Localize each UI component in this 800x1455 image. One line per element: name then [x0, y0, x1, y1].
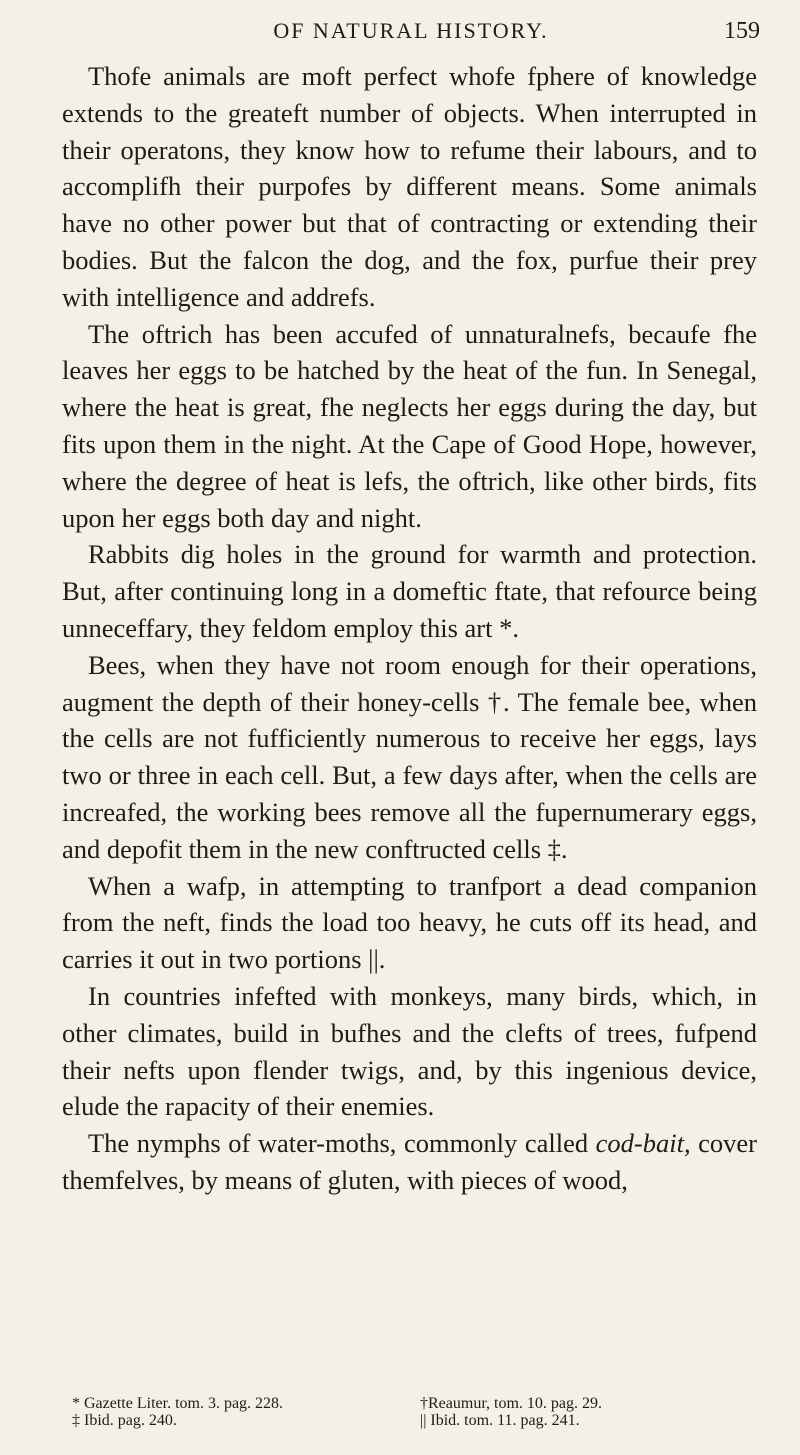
- paragraph-wasp: When a wafp, in attempting to tranfport a dead companion from the neft, finds the load too heavy, he cuts off its head, and carries it out in two portions ||.: [62, 870, 757, 975]
- paragraph-ostrich: The oftrich has been accufed of unnaturalnefs, becaufe fhe leaves her eggs to be hatched by the heat of the fun. In Senegal, where the heat is great, fhe neglects her eggs during the day, but fits upon them in the night. At the Cape of Good Hope, however, where the degree of heat is lefs, the oftrich, like other birds, fits upon her eggs both day and night.: [62, 318, 757, 533]
- page-header: [62, 18, 760, 54]
- paragraph-intelligence: Thofe animals are moft perfect whofe fphere of knowledge extends to the greateft number of objects. When interrupted in their operatons, they know how to refume their labours, and to accomplifh their purpofes by different means. Some animals have no other power but that of contracting or extending their bodies. But the falcon the dog, and the fox, purfue their prey with intelligence and addrefs.: [62, 61, 757, 312]
- paragraph-monkeys: In countries infefted with monkeys, many birds, which, in other climates, build in bufhes and the clefts of trees, fufpend their nefts upon flender twigs, and, by this ingenious device, elude the rapacity of their enemies.: [62, 980, 757, 1122]
- water-moths-text-after: cover themfelves, by means of gluten, with pieces of wood,: [62, 1128, 757, 1195]
- water-moths-italic-term: cod-bait,: [595, 1128, 691, 1159]
- footnote-ibid-241: || Ibid. tom. 11. pag. 241.: [420, 1412, 580, 1429]
- footnote-reaumur: †Reaumur, tom. 10. pag. 29.: [420, 1395, 602, 1412]
- body-text: [62, 58, 757, 1199]
- paragraph-water-moths: [62, 1125, 757, 1199]
- paragraph-rabbits: Rabbits dig holes in the ground for warmth and protection. But, after continuing long in a domeftic ftate, that refource being unneceffary, they feldom employ this art *.: [62, 539, 757, 643]
- water-moths-text-before: The nymphs of water-moths, commonly called: [88, 1128, 596, 1159]
- running-title: OF NATURAL HISTORY.: [273, 18, 549, 43]
- footnote-ibid-240: ‡ Ibid. pag. 240.: [72, 1412, 177, 1429]
- footnote-row: [62, 1412, 757, 1429]
- paragraph-bees: Bees, when they have not room enough for their operations, augment the depth of their honey-cells †. The female bee, when the cells are not fufficiently numerous to receive her eggs, lays two or three in each cell. But, a few days after, when the cells are increafed, the working bees remove all the fupernumerary eggs, and depofit them in the new conftructed cells ‡.: [62, 649, 757, 864]
- page-number: 159: [724, 18, 760, 44]
- footnote-gazette: * Gazette Liter. tom. 3. pag. 228.: [72, 1395, 284, 1412]
- footnote-row: [62, 1395, 757, 1412]
- footnotes: [62, 1395, 757, 1429]
